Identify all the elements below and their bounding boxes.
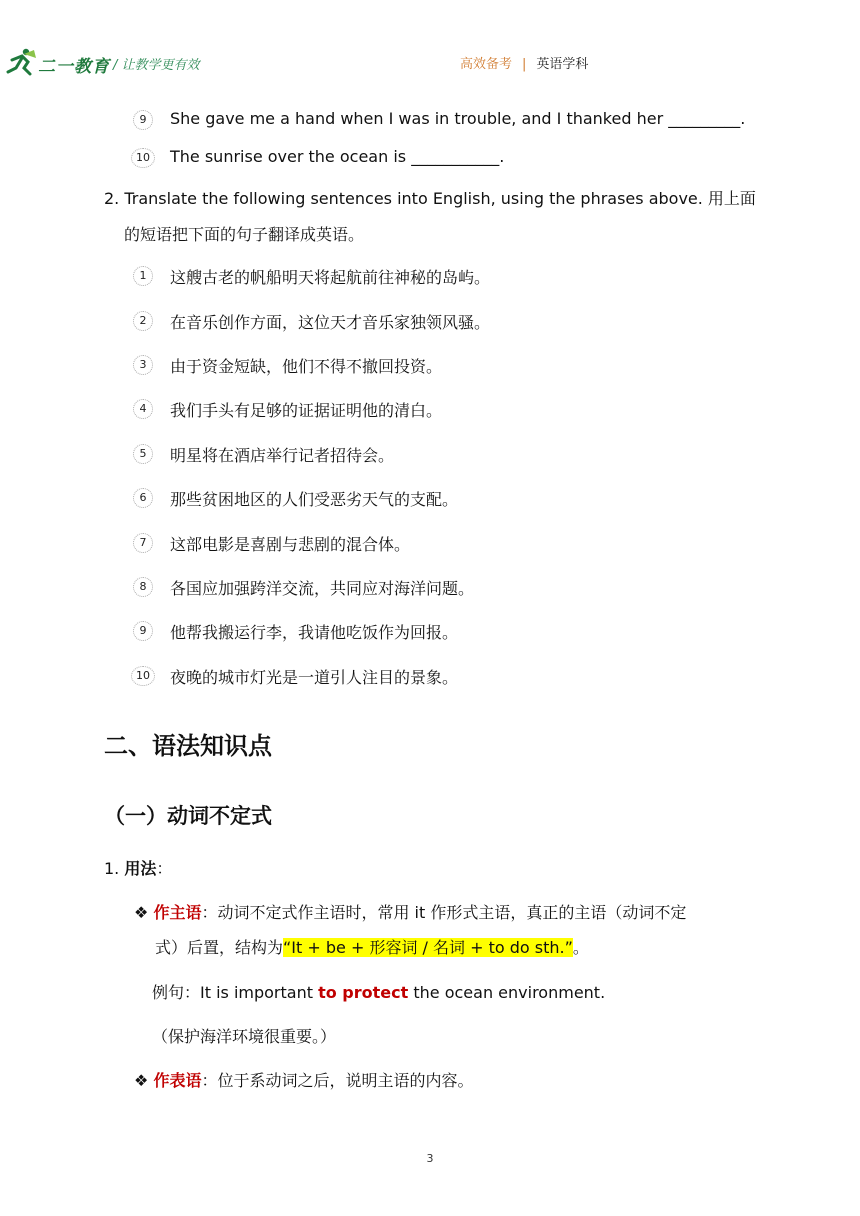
item-number: 6 bbox=[133, 488, 153, 508]
bullet-predicative bbox=[134, 1068, 473, 1091]
item-text: 我们手头有足够的证据证明他的清白。 bbox=[170, 401, 443, 420]
brand-slogan: / 让教学更有效 bbox=[113, 58, 200, 73]
diamond-bullet-icon: ❖ bbox=[134, 1071, 149, 1090]
task2-instruction: 2. Translate the following sentences into English, using the phrases above. 用上面 bbox=[104, 189, 756, 208]
item-text: The sunrise over the ocean is ___________. bbox=[170, 147, 505, 166]
bullet-subject-cont bbox=[155, 935, 589, 958]
example-translation: （保护海洋环境很重要。） bbox=[152, 1027, 337, 1046]
item-number: 3 bbox=[133, 355, 153, 375]
item-number: 2 bbox=[133, 311, 153, 331]
usage-number: 1. bbox=[104, 859, 120, 878]
item-number: 7 bbox=[133, 533, 153, 553]
item-text: 各国应加强跨洋交流，共同应对海洋问题。 bbox=[170, 579, 475, 598]
bullet-end: 。 bbox=[572, 938, 589, 957]
example-prefix: 例句：It is important bbox=[152, 983, 319, 1002]
example-suffix: the ocean environment. bbox=[408, 983, 606, 1002]
brand-name: 二一教育 bbox=[38, 57, 110, 77]
item-text: 那些贫困地区的人们受恶劣天气的支配。 bbox=[170, 490, 459, 509]
structure-highlight: “It + be + 形容词 / 名词 + to do sth.” bbox=[283, 938, 573, 957]
item-number: 10 bbox=[131, 666, 155, 686]
usage-label: 用法 bbox=[124, 859, 157, 878]
header-subject bbox=[460, 53, 588, 72]
diamond-bullet-icon: ❖ bbox=[134, 903, 149, 922]
runner-logo-icon bbox=[4, 46, 38, 78]
example-sentence bbox=[152, 980, 605, 1003]
item-text: 明星将在酒店举行记者招待会。 bbox=[170, 446, 395, 465]
section-title: 二、语法知识点 bbox=[104, 732, 272, 760]
bullet-label: 作表语 bbox=[153, 1071, 202, 1090]
item-text: 夜晚的城市灯光是一道引人注目的景象。 bbox=[170, 668, 459, 687]
header-tagline: 高效备考 bbox=[460, 57, 513, 72]
item-text: 由于资金短缺，他们不得不撤回投资。 bbox=[170, 357, 443, 376]
bullet-text: 式）后置，结构为 bbox=[155, 938, 284, 957]
header-separator: | bbox=[522, 57, 527, 72]
subsection-title: （一）动词不定式 bbox=[104, 804, 272, 828]
task2-instruction-cont: 的短语把下面的句子翻译成英语。 bbox=[124, 225, 365, 244]
item-text: 在音乐创作方面，这位天才音乐家独领风骚。 bbox=[170, 313, 491, 332]
bullet-text: ：位于系动词之后，说明主语的内容。 bbox=[201, 1071, 474, 1090]
item-number: 4 bbox=[133, 399, 153, 419]
header-subject-name: 英语学科 bbox=[536, 57, 589, 72]
item-number: 8 bbox=[133, 577, 153, 597]
item-text: 他帮我搬运行李，我请他吃饭作为回报。 bbox=[170, 623, 459, 642]
page-number: 3 bbox=[426, 1152, 434, 1165]
item-number: 9 bbox=[133, 110, 153, 130]
page-header bbox=[0, 0, 860, 90]
item-text: 这部电影是喜剧与悲剧的混合体。 bbox=[170, 535, 411, 554]
usage-colon: ： bbox=[156, 859, 173, 878]
example-emphasis: to protect bbox=[318, 983, 409, 1002]
item-text: 这艘古老的帆船明天将起航前往神秘的岛屿。 bbox=[170, 268, 491, 287]
item-number: 1 bbox=[133, 266, 153, 286]
bullet-label: 作主语 bbox=[153, 903, 202, 922]
usage-heading bbox=[104, 856, 172, 879]
bullet-subject bbox=[134, 900, 686, 923]
item-text: She gave me a hand when I was in trouble, and I thanked her _________. bbox=[170, 109, 746, 128]
bullet-text: ：动词不定式作主语时，常用 it 作形式主语，真正的主语（动词不定 bbox=[201, 903, 687, 922]
item-number: 9 bbox=[133, 621, 153, 641]
item-number: 10 bbox=[131, 148, 155, 168]
item-number: 5 bbox=[133, 444, 153, 464]
